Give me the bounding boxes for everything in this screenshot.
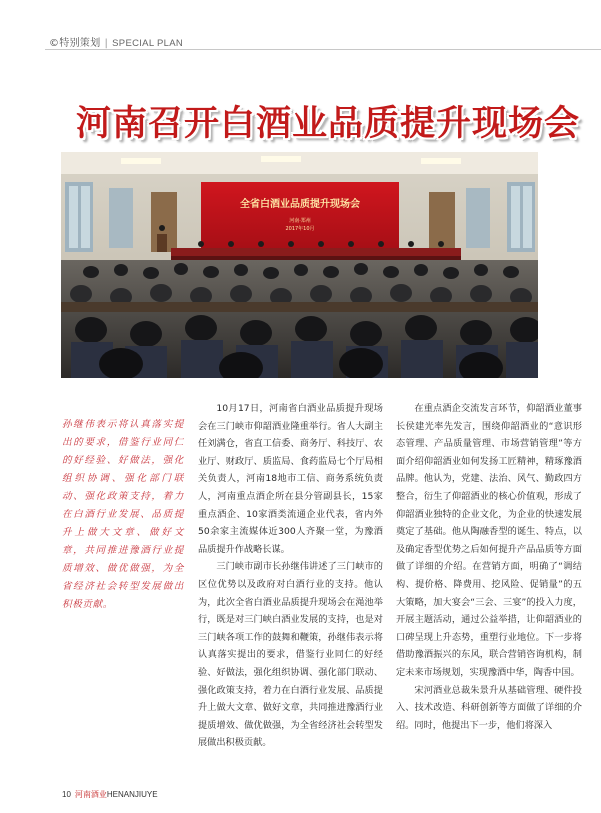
header-rule <box>45 49 601 50</box>
section-label-en: SPECIAL PLAN <box>112 38 184 49</box>
banner-date: 2017年10月 <box>285 226 315 232</box>
article-column-middle <box>198 400 383 752</box>
header-separator: | <box>104 38 109 49</box>
page-number: 10 <box>62 790 71 799</box>
section-label-cn: ©特别策划 <box>49 38 101 49</box>
paragraph: 在重点酒企交流发言环节，仰韶酒业董事长侯建光率先发言，围绕仰韶酒业的“意识形态管理、产品质量管理、市场营销管理”等方面介绍仰韶酒业如何发扬工匠精神，精琢豫酒品牌。他认为，党建、法治、风气、勤政四方整合，衍生了仰韶酒业的核心价值观，形成了仰韶酒业独特的企业文化，为企业的快速发展奠定了基础。他从陶融香型的诞生、特点，以及确定香型优势之后如何提升产品品质等方面做了详细的介绍。在营销方面，明确了“调结构、提价格、降费用、挖风险、促销量”的五大策略，加大宴会“三会、三宴”的投入力度，开展主题活动，通过公益举措，让仰韶酒业的口碑呈现上升态势，重塑行业地位。下一步将借助豫酒振兴的东风，联合营销咨询机构，制定未来市场规划，实现豫酒中华，陶香中国。 <box>396 403 582 678</box>
conference-photo-illustration <box>61 152 538 378</box>
pull-quote: 孙继伟表示将认真落实提出的要求，借鉴行业同仁的好经验、好做法，强化组织协调、强化部门联动、强化政策支持，着力在白酒行业发展、品质提升上做大文章、做好文章，共同推进豫酒行业提质增效、做优做强，为全省经济社会转型发展做出积极贡献。 <box>62 419 184 610</box>
banner-location: 河南·郑州 <box>289 218 311 224</box>
magazine-name-cn: 河南酒业 <box>74 790 107 799</box>
paragraph: 宋河酒业总裁朱景升从基础管理、硬件投入、技术改造、科研创新等方面做了详细的介绍。同时，他提出下一步，他们将深入 <box>396 684 582 731</box>
section-header <box>49 34 183 49</box>
page-footer <box>62 789 158 800</box>
magazine-name-en: HENANJIUYE <box>106 790 158 799</box>
article-title: 河南召开白酒业品质提升现场会 <box>76 104 581 144</box>
paragraph: 10月17日，河南省白酒业品质提升现场会在三门峡市仰韶酒业隆重举行。省人大副主任刘满仓，省直工信委、商务厅、科技厅、农业厅、财政厅、质监局、食药监局七个厅局相关负责人，河南18地市工信、商务系统负责人，河南重点酒企所在县分管副县长，15家重点酒企、10家酒类流通企业代表，省内外50余家主流媒体近300人齐聚一堂，为豫酒品质提升作战略长谋。 <box>198 403 383 555</box>
article-column-right <box>396 400 582 734</box>
conference-photo <box>61 152 538 378</box>
paragraph: 三门峡市副市长孙继伟讲述了三门峡市的区位优势以及政府对白酒行业的支持。他认为，此次全省白酒业品质提升现场会在渑池举行，既是对三门峡白酒业发展的支持，也是对三门峡各项工作的鼓舞和鞭策，孙继伟表示将认真落实提出的要求，借鉴行业同仁的好经验、好做法，强化组织协调、强化部门联动、强化政策支持，着力在白酒行业发展、品质提升上做大文章、做好文章，共同推进豫酒行业提质增效、做优做强，为全省经济社会转型发展做出积极贡献。 <box>198 561 383 749</box>
banner-title: 全省白酒业品质提升现场会 <box>240 199 360 210</box>
